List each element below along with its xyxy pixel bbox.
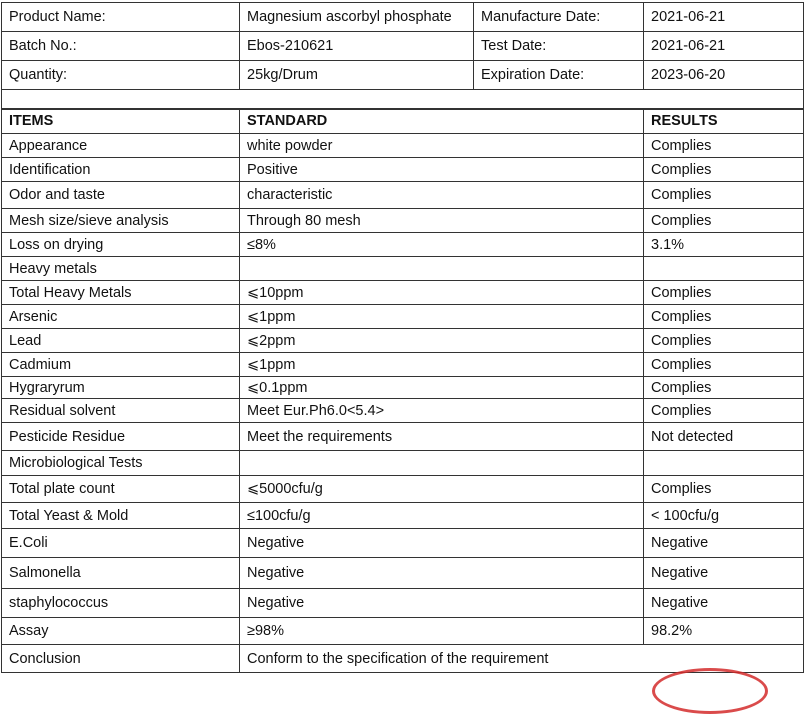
row-standard-cell: ≤8% [240, 233, 644, 257]
table-row [2, 329, 804, 353]
row-item-cell: Total plate count [2, 476, 240, 503]
table-row [2, 589, 804, 618]
batch-no-value: Ebos-210621 [240, 32, 474, 61]
product-name-value: Magnesium ascorbyl phosphate [240, 3, 474, 32]
row-result-cell: Complies [644, 399, 804, 423]
quantity-label: Quantity: [2, 61, 240, 90]
expiration-date-value: 2023-06-20 [644, 61, 804, 90]
row-item-cell: Pesticide Residue [2, 423, 240, 451]
table-row [2, 233, 804, 257]
row-standard-cell [240, 451, 644, 476]
row-result-cell: Negative [644, 529, 804, 558]
test-results-table [1, 108, 804, 673]
row-standard-cell: Negative [240, 529, 644, 558]
row-item-cell: Assay [2, 618, 240, 645]
expiration-date-label: Expiration Date: [474, 61, 644, 90]
test-date-label: Test Date: [474, 32, 644, 61]
row-item-cell: Total Yeast & Mold [2, 503, 240, 529]
table-row [2, 618, 804, 645]
row-result-cell: Complies [644, 476, 804, 503]
row-item-cell: Mesh size/sieve analysis [2, 209, 240, 233]
row-result-cell: Complies [644, 134, 804, 158]
row-item-cell: E.Coli [2, 529, 240, 558]
row-standard-cell: ⩽1ppm [240, 353, 644, 377]
row-item-cell: Identification [2, 158, 240, 182]
batch-no-label: Batch No.: [2, 32, 240, 61]
table-row [2, 305, 804, 329]
row-result-cell: Complies [644, 158, 804, 182]
row-standard-cell: Through 80 mesh [240, 209, 644, 233]
row-standard-cell: ⩽5000cfu/g [240, 476, 644, 503]
row-standard-cell: ≤100cfu/g [240, 503, 644, 529]
table-row [2, 558, 804, 589]
product-info-row [2, 32, 804, 61]
row-standard-cell: white powder [240, 134, 644, 158]
table-header-row [2, 109, 804, 134]
table-row [2, 353, 804, 377]
product-info-row [2, 61, 804, 90]
row-standard-cell: Positive [240, 158, 644, 182]
spacer-cell [2, 90, 804, 110]
manufacture-date-label: Manufacture Date: [474, 3, 644, 32]
column-header-items: ITEMS [2, 109, 240, 134]
table-row [2, 281, 804, 305]
table-row [2, 257, 804, 281]
row-standard-cell: ⩽10ppm [240, 281, 644, 305]
table-row [2, 377, 804, 399]
table-row [2, 182, 804, 209]
row-result-cell: Complies [644, 281, 804, 305]
row-standard-cell: Meet Eur.Ph6.0<5.4> [240, 399, 644, 423]
row-standard-cell: Negative [240, 589, 644, 618]
spacer-row [2, 90, 804, 110]
row-standard-cell: ⩽1ppm [240, 305, 644, 329]
quantity-value: 25kg/Drum [240, 61, 474, 90]
company-seal-stamp [652, 668, 768, 714]
row-item-cell: Loss on drying [2, 233, 240, 257]
row-item-cell: Odor and taste [2, 182, 240, 209]
row-result-cell: Not detected [644, 423, 804, 451]
row-item-cell: Microbiological Tests [2, 451, 240, 476]
row-item-cell: staphylococcus [2, 589, 240, 618]
row-standard-cell: ≥98% [240, 618, 644, 645]
row-result-cell: Complies [644, 377, 804, 399]
row-result-cell [644, 257, 804, 281]
table-row [2, 503, 804, 529]
row-item-cell: Cadmium [2, 353, 240, 377]
row-standard-cell: ⩽0.1ppm [240, 377, 644, 399]
row-item-cell: Arsenic [2, 305, 240, 329]
table-row [2, 134, 804, 158]
product-info-table [1, 2, 804, 110]
table-row [2, 476, 804, 503]
row-item-cell: Hygraryrum [2, 377, 240, 399]
row-item-cell: Appearance [2, 134, 240, 158]
conclusion-text: Conform to the specification of the requirement [240, 645, 804, 673]
row-result-cell: Negative [644, 558, 804, 589]
row-standard-cell: Negative [240, 558, 644, 589]
column-header-results: RESULTS [644, 109, 804, 134]
row-result-cell: 3.1% [644, 233, 804, 257]
row-result-cell: < 100cfu/g [644, 503, 804, 529]
row-item-cell: Residual solvent [2, 399, 240, 423]
row-item-cell: Salmonella [2, 558, 240, 589]
row-standard-cell: characteristic [240, 182, 644, 209]
row-result-cell: Complies [644, 353, 804, 377]
row-result-cell [644, 451, 804, 476]
manufacture-date-value: 2021-06-21 [644, 3, 804, 32]
table-row [2, 399, 804, 423]
table-row [2, 451, 804, 476]
product-info-row [2, 3, 804, 32]
table-row [2, 209, 804, 233]
row-result-cell: Negative [644, 589, 804, 618]
row-result-cell: 98.2% [644, 618, 804, 645]
column-header-standard: STANDARD [240, 109, 644, 134]
row-standard-cell: ⩽2ppm [240, 329, 644, 353]
table-row [2, 529, 804, 558]
row-result-cell: Complies [644, 329, 804, 353]
table-row [2, 423, 804, 451]
conclusion-row [2, 645, 804, 673]
row-result-cell: Complies [644, 182, 804, 209]
row-result-cell: Complies [644, 209, 804, 233]
row-standard-cell: Meet the requirements [240, 423, 644, 451]
test-date-value: 2021-06-21 [644, 32, 804, 61]
row-item-cell: Lead [2, 329, 240, 353]
row-standard-cell [240, 257, 644, 281]
row-item-cell: Heavy metals [2, 257, 240, 281]
row-result-cell: Complies [644, 305, 804, 329]
table-row [2, 158, 804, 182]
product-name-label: Product Name: [2, 3, 240, 32]
conclusion-label: Conclusion [2, 645, 240, 673]
row-item-cell: Total Heavy Metals [2, 281, 240, 305]
